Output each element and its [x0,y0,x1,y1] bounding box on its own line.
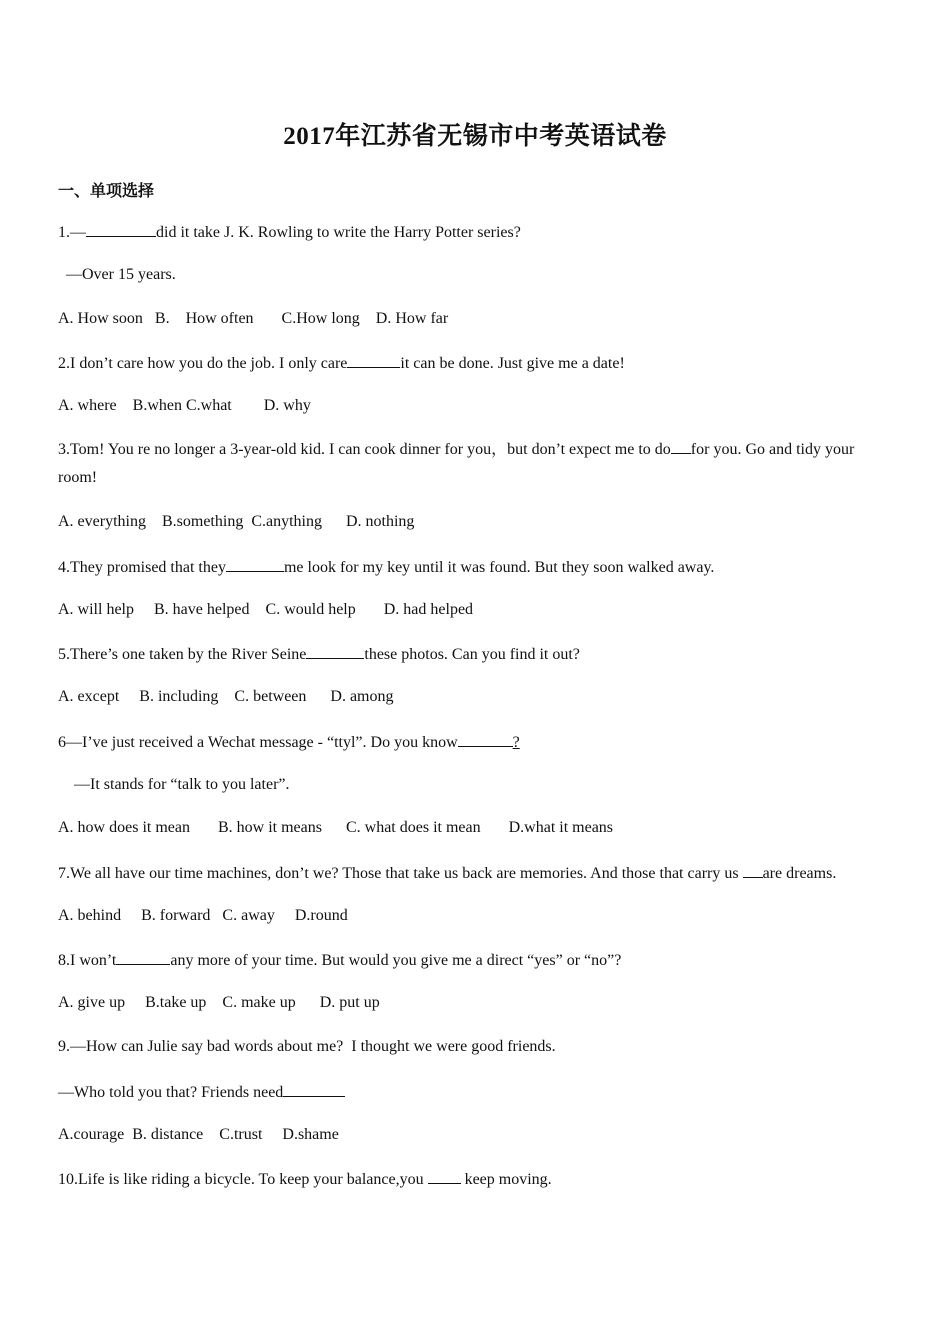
question-6: 6—I’ve just received a Wechat message - “ttyl”. Do you know ? [58,734,520,751]
question-4: 4.They promised that they me look for my key until it was found. But they soon walked away. [58,559,715,576]
question-6-options: A. how does it mean B. how it means C. what does it mean D.what it means [58,819,614,836]
answer-blank [306,644,364,659]
answer-blank [743,863,763,878]
question-2-options: A. where B.when C.what D. why [58,397,311,414]
answer-blank [428,1169,461,1184]
answer-blank [458,732,513,747]
question-8-options: A. give up B.take up C. make up D. put up [58,994,380,1011]
question-1-reply: —Over 15 years. [66,266,176,283]
question-9: 9.—How can Julie say bad words about me? I thought we were good friends. [58,1038,556,1055]
question-3-options: A. everything B.something C.anything D. nothing [58,513,415,530]
question-9-reply: —Who told you that? Friends need [58,1082,345,1102]
question-5-options: A. except B. including C. between D. among [58,688,394,705]
question-6-reply: —It stands for “talk to you later”. [74,776,290,793]
question-8: 8.I won’t any more of your time. But would you give me a direct “yes” or “no”? [58,952,622,969]
question-10: 10.Life is like riding a bicycle. To keep your balance,you keep moving. [58,1171,552,1188]
question-4-options: A. will help B. have helped C. would help D. had helped [58,601,474,618]
answer-blank [86,222,156,237]
question-1: 1.— did it take J. K. Rowling to write the Harry Potter series? [58,224,521,241]
question-3: 3.Tom! You re no longer a 3-year-old kid. I can cook dinner for you，but don’t expect me to do for you. Go and tidy your room! [58,441,855,486]
page-title: 2017年江苏省无锡市中考英语试卷 [283,123,667,150]
question-5: 5.There’s one taken by the River Seine these photos. Can you find it out? [58,646,580,663]
question-9-options: A.courage B. distance C.trust D.shame [58,1126,339,1143]
question-1-options: A. How soon B. How often C.How long D. How far [58,310,449,327]
answer-blank [116,950,170,965]
answer-blank [283,1082,345,1097]
answer-blank [347,353,400,368]
question-7-options: A. behind B. forward C. away D.round [58,907,348,924]
section-heading: 一、单项选择 [58,183,155,200]
answer-blank [226,557,284,572]
question-7: 7.We all have our time machines, don’t we? Those that take us back are memories. And those that carry us are dreams. [58,865,837,882]
question-2: 2.I don’t care how you do the job. I only care it can be done. Just give me a date! [58,355,625,372]
answer-blank [671,439,691,454]
